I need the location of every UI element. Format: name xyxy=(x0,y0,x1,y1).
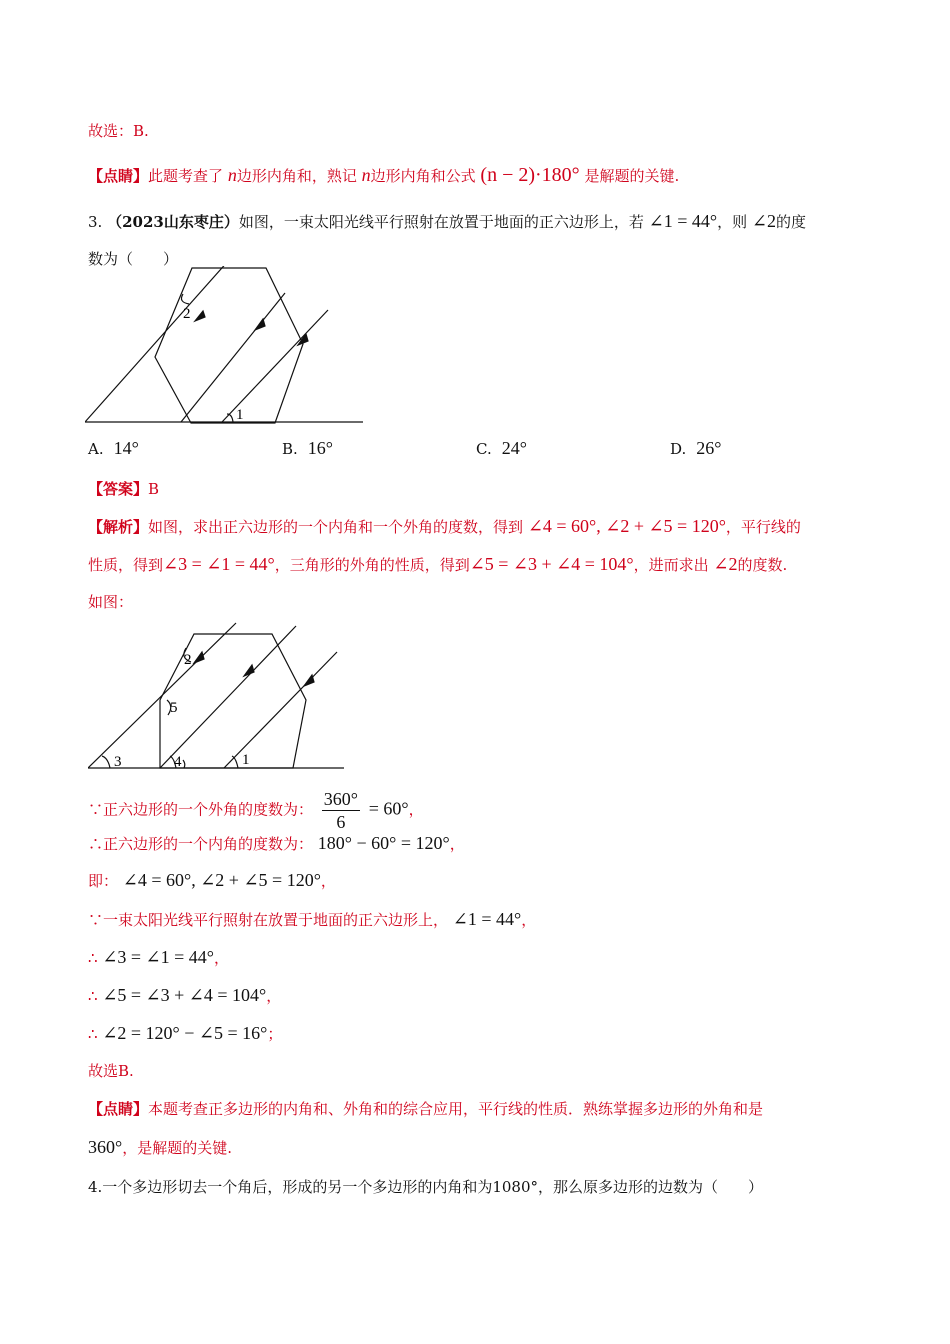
step-2 xyxy=(88,832,465,855)
fraction xyxy=(322,788,360,833)
option-letter: C. xyxy=(476,440,492,458)
fraction-numerator: 360° xyxy=(323,789,358,809)
angle-label-4: 4 xyxy=(174,754,182,770)
step-text: ， xyxy=(449,835,465,853)
question-number: 3. xyxy=(88,213,103,231)
step-7 xyxy=(88,1022,282,1045)
comment-tag: 【点睛】 xyxy=(88,167,149,185)
angle-expression: ∠2 xyxy=(713,554,738,574)
step-text: ∵正六边形的一个外角的度数为： xyxy=(88,800,314,819)
light-ray-2 xyxy=(160,626,296,768)
step-text: ， xyxy=(408,800,424,819)
analysis-text: 性质，得到 xyxy=(88,556,164,574)
option-letter: A. xyxy=(88,440,104,458)
analysis-tag: 【解析】 xyxy=(88,518,149,536)
variable-n: n xyxy=(227,165,237,185)
hexagon xyxy=(160,634,306,768)
hexagon-figure-1 xyxy=(85,266,385,426)
step-math: ∠1 = 44° xyxy=(452,909,522,929)
angle-label-3: 3 xyxy=(114,754,122,770)
step-text: 即： xyxy=(88,872,119,890)
step-text: ， xyxy=(320,872,336,890)
angle-1-arc xyxy=(232,756,238,768)
step-text: ∴ xyxy=(88,949,98,967)
option-value: 24° xyxy=(501,438,527,458)
answer-line xyxy=(88,478,159,500)
step-math: ∠5 = ∠3 + ∠4 = 104° xyxy=(102,985,267,1005)
option-b[interactable] xyxy=(282,438,333,459)
step-6 xyxy=(88,984,281,1007)
comment-line-2a xyxy=(88,1098,763,1120)
angle-4b-arc xyxy=(183,760,185,768)
angle-label-2: 2 xyxy=(184,652,192,668)
figure-caption-text: 如图： xyxy=(88,593,134,611)
angle-3-arc xyxy=(102,756,110,768)
light-ray-1 xyxy=(85,266,229,422)
angle-expression: ∠3 = ∠1 = 44° xyxy=(163,554,275,574)
step-math: ∠4 = 60°, ∠2 + ∠5 = 120° xyxy=(122,870,321,890)
question-text: 的度 xyxy=(775,213,806,231)
step-math: 360° xyxy=(88,1137,123,1157)
step-3 xyxy=(88,869,336,892)
figure-caption xyxy=(88,591,133,613)
comment-text: 此题考查了 xyxy=(148,167,224,185)
conclusion-line xyxy=(88,120,149,142)
analysis-text: ，进而求出 xyxy=(633,556,709,574)
question-text: 如图，一束太阳光线平行照射在放置于地面的正六边形上，若 xyxy=(238,213,644,231)
arrow-icon xyxy=(255,319,265,330)
formula: (n − 2)·180° xyxy=(480,164,580,186)
comment-text: 是解题的关键. xyxy=(584,167,680,185)
option-a[interactable] xyxy=(88,438,139,459)
analysis-text: 如图，求出正六边形的一个内角和一个外角的度数，得到 xyxy=(148,518,524,536)
hexagon xyxy=(155,268,303,423)
question-text: 4.一个多边形切去一个角后，形成的另一个多边形的内角和为1080°，那么原多边形的边数为（ ） xyxy=(88,1178,763,1196)
option-value: 16° xyxy=(307,438,333,458)
comment-tag: 【点睛】 xyxy=(88,1100,149,1118)
comment-text: 边形内角和公式 xyxy=(370,167,476,185)
answer-tag: 【答案】 xyxy=(88,480,149,498)
angle-expression: ∠2 xyxy=(751,211,776,231)
angle-label-1: 1 xyxy=(236,407,244,423)
option-letter: D. xyxy=(670,440,687,458)
question-source: （2023山东枣庄） xyxy=(107,213,239,231)
step-text: ∴ xyxy=(88,987,98,1005)
angle-expression: ∠1 = 44° xyxy=(648,211,718,231)
step-text: ， xyxy=(521,911,537,929)
step-5 xyxy=(88,946,229,969)
angle-2-arc xyxy=(181,294,189,304)
comment-text: ，是解题的关键. xyxy=(122,1139,232,1157)
arrow-icon xyxy=(244,665,254,676)
angle-label-5: 5 xyxy=(170,700,178,716)
light-ray-2 xyxy=(181,293,285,422)
analysis-line-2 xyxy=(88,553,787,576)
analysis-text: 的度数. xyxy=(737,556,788,574)
answer-value: B xyxy=(148,480,160,498)
angle-label-1: 1 xyxy=(242,752,250,768)
analysis-text: ，平行线的 xyxy=(725,518,801,536)
option-value: 26° xyxy=(696,438,722,458)
comment-text: 本题考查正多边形的内角和、外角和的综合应用，平行线的性质．熟练掌握多边形的外角和是 xyxy=(148,1100,764,1118)
comment-text: 边形内角和，熟记 xyxy=(236,167,357,185)
question-4 xyxy=(88,1176,763,1198)
step-text: ∴正六边形的一个内角的度数为： xyxy=(88,835,314,853)
option-value: 14° xyxy=(113,438,139,458)
step-math: ∠2 = 120° − ∠5 = 16° xyxy=(102,1023,268,1043)
fraction-denominator: 6 xyxy=(336,812,346,832)
step-text: ； xyxy=(267,1025,283,1043)
angle-expression: ∠4 = 60°, ∠2 + ∠5 = 120° xyxy=(527,516,726,536)
step-text: ∴ xyxy=(88,1025,98,1043)
step-text: ， xyxy=(214,949,230,967)
arrow-icon xyxy=(304,675,314,686)
step-math: = 60° xyxy=(368,798,409,819)
comment-line-2b xyxy=(88,1136,232,1159)
step-text: ， xyxy=(266,987,282,1005)
arrow-icon xyxy=(195,311,205,321)
step-text: ∵一束太阳光线平行照射在放置于地面的正六边形上， xyxy=(88,911,449,929)
angle-label-2: 2 xyxy=(183,306,191,322)
option-d[interactable] xyxy=(670,438,721,459)
variable-n: n xyxy=(361,165,371,185)
comment-line-1 xyxy=(88,164,679,187)
option-c[interactable] xyxy=(476,438,527,459)
step-8 xyxy=(88,1060,134,1082)
step-math: ∠3 = ∠1 = 44° xyxy=(102,947,214,967)
analysis-line-1 xyxy=(88,515,801,538)
light-ray-1 xyxy=(88,623,236,768)
light-ray-3 xyxy=(224,652,337,768)
step-math: 180° − 60° = 120° xyxy=(317,833,450,853)
question-3-line-1 xyxy=(88,210,806,233)
option-letter: B. xyxy=(282,440,298,458)
step-4 xyxy=(88,908,536,931)
step-text: 故选B. xyxy=(88,1062,134,1080)
conclusion-text: 故选：B. xyxy=(88,122,149,140)
analysis-text: ，三角形的外角的性质，得到 xyxy=(274,556,470,574)
step-1 xyxy=(88,788,424,833)
question-text: ，则 xyxy=(717,213,748,231)
arrow-icon xyxy=(194,652,204,663)
angle-expression: ∠5 = ∠3 + ∠4 = 104° xyxy=(469,554,634,574)
question-text: 数为（ ） xyxy=(88,250,179,268)
light-ray-3 xyxy=(222,310,328,422)
hexagon-figure-2 xyxy=(88,620,388,772)
